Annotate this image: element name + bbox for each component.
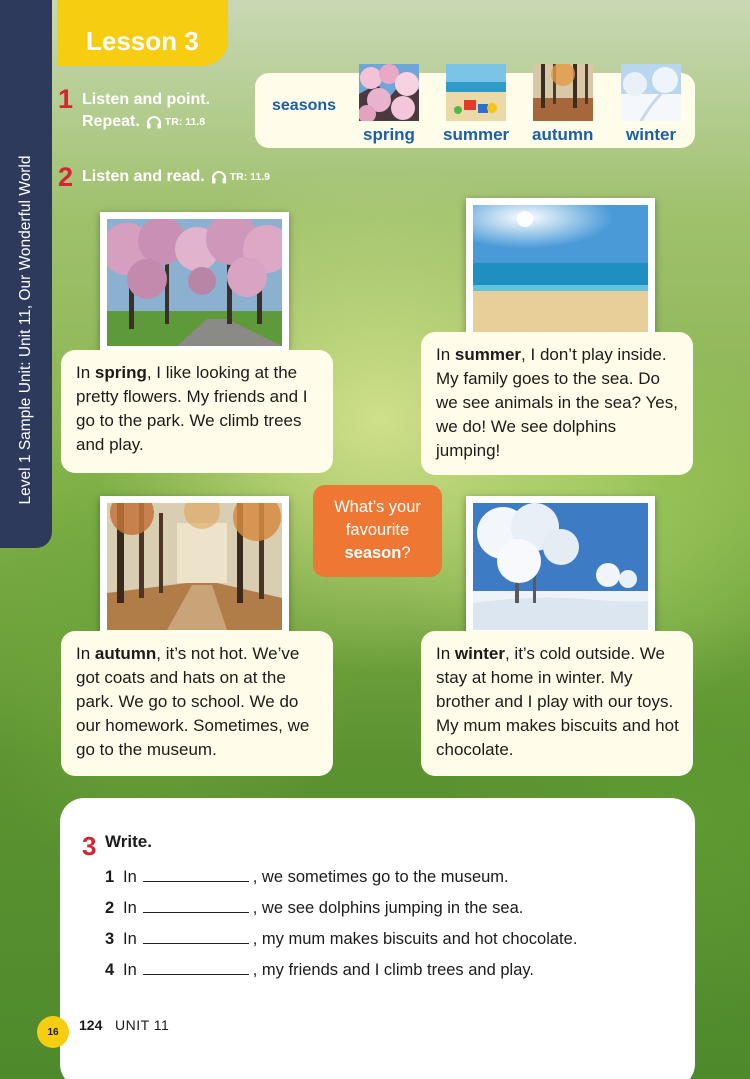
page-number-circle: 16 [37, 1016, 69, 1048]
summer-text: In summer, I don’t play inside. My family goes to the sea. Do we see animals in the sea? Yes, we do! We see dolphins jumping! [436, 345, 678, 460]
summer-photo [466, 198, 655, 339]
spring-text-bubble [61, 350, 333, 473]
activity-2-number: 2 [58, 162, 74, 192]
seasons-title: seasons [272, 97, 337, 114]
activity-2-instructions [82, 166, 270, 188]
audio-track-1[interactable] [146, 111, 205, 133]
winter-label: winter [626, 125, 677, 144]
winter-keyword: winter [454, 644, 505, 663]
write-exercise-box [60, 798, 695, 1079]
autumn-label: autumn [532, 125, 594, 144]
spring-text: In spring, I like looking at the pretty flowers. My friends and I go to the park. We climb trees and play. [76, 363, 308, 454]
activity-2-text: Listen and read. [82, 168, 205, 185]
activity-3-number: 3 [82, 831, 97, 861]
answer-blank-1[interactable] [143, 868, 249, 882]
lesson-title: Lesson 3 [86, 26, 199, 56]
write-item-2: 2 In , we see dolphins jumping in the sea. [105, 899, 524, 917]
spring-label: spring [363, 125, 415, 144]
activity-1-line2: Repeat. [82, 113, 140, 130]
write-item-1: 1 In , we sometimes go to the museum. [105, 868, 509, 886]
winter-text-bubble [421, 631, 693, 776]
track-label-2: TR: 11.9 [229, 171, 270, 183]
answer-blank-4[interactable] [143, 961, 249, 975]
activity-1-instructions [82, 89, 210, 133]
audio-track-2[interactable] [211, 166, 270, 188]
autumn-text: In autumn, it’s not hot. We’ve got coats and hats on at the park. We go to school. We do our homework. Sometimes, we go to the museum. [76, 644, 310, 759]
sidebar-text: Level 1 Sample Unit: Unit 11, Our Wonderful World [17, 155, 34, 505]
activity-1-line1: Listen and point. [82, 91, 210, 108]
seasons-vocabulary-box [255, 73, 695, 148]
summer-keyword: summer [454, 345, 522, 364]
favourite-season-question: What’s your favourite season? [313, 485, 442, 577]
track-label-1: TR: 11.8 [164, 116, 206, 128]
autumn-photo [100, 496, 289, 637]
headphones-icon [211, 170, 227, 184]
spring-photo [100, 212, 289, 353]
lesson-tab [57, 0, 228, 66]
summer-label: summer [443, 125, 510, 144]
book-page-number: 124 [79, 1017, 103, 1033]
activity-1-number: 1 [58, 84, 74, 114]
activity-3-title: Write. [105, 832, 152, 851]
write-item-4: 4 In , my friends and I climb trees and play. [105, 961, 534, 979]
winter-text: In winter, it’s cold outside. We stay at home in winter. My brother and I play with our toys. My mum makes biscuits and hot chocolate. [436, 644, 679, 759]
summer-text-bubble [421, 332, 693, 475]
write-item-3: 3 In , my mum makes biscuits and hot chocolate. [105, 930, 578, 948]
winter-photo [466, 496, 655, 637]
unit-sidebar [0, 0, 52, 548]
unit-label: UNIT 11 [115, 1017, 170, 1033]
autumn-keyword: autumn [94, 644, 157, 663]
headphones-icon [146, 115, 162, 129]
autumn-text-bubble [61, 631, 333, 776]
spring-keyword: spring [94, 363, 147, 382]
winter-thumbnail[interactable] [621, 64, 681, 121]
summer-thumbnail[interactable] [446, 64, 506, 121]
answer-blank-3[interactable] [143, 930, 249, 944]
autumn-thumbnail[interactable] [533, 64, 593, 121]
spring-thumbnail[interactable] [359, 64, 419, 121]
answer-blank-2[interactable] [143, 899, 249, 913]
